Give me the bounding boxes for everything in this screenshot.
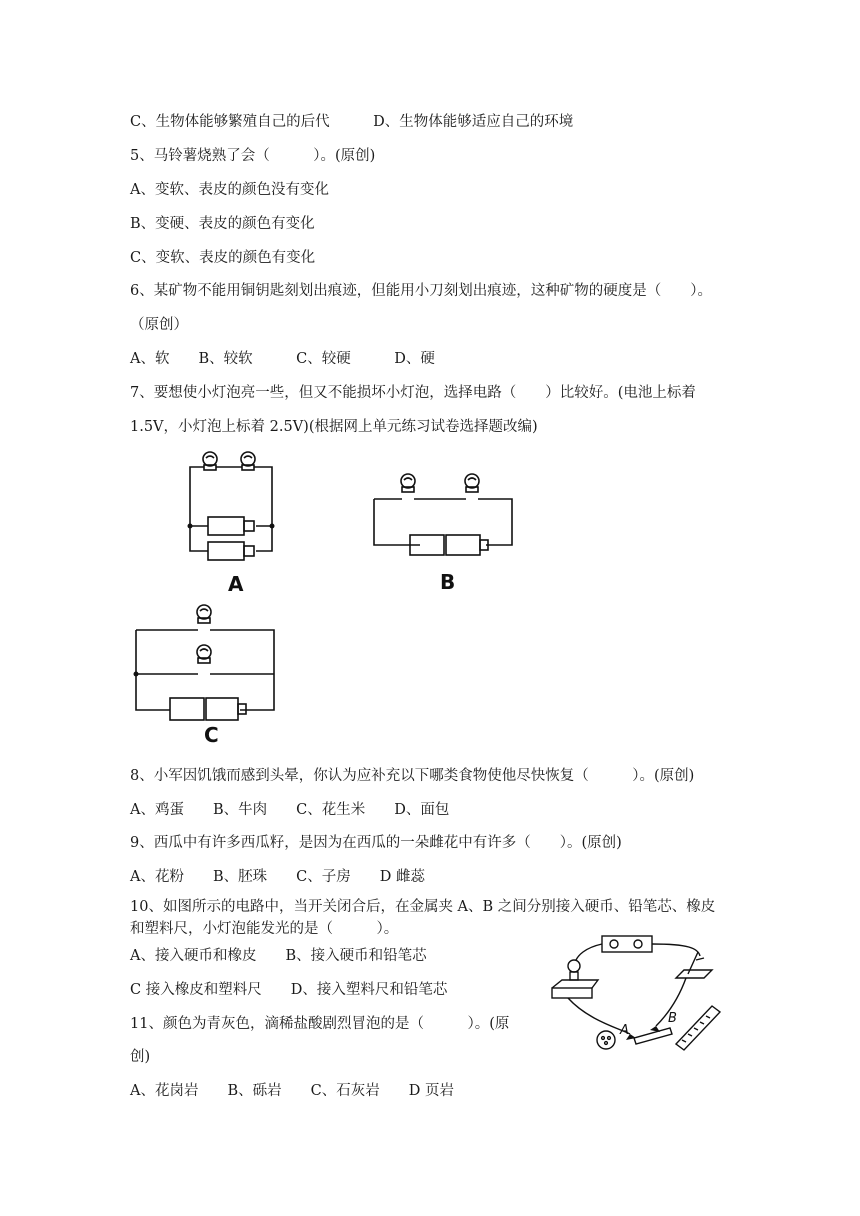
ruler-icon xyxy=(676,1006,720,1050)
q6-options: A、软 B、较软 C、较硬 D、硬 xyxy=(130,351,435,367)
question-5: 5、马铃薯烧熟了会（ ）。(原创) xyxy=(130,148,376,164)
q8-options: A、鸡蛋 B、牛肉 C、花生米 D、面包 xyxy=(130,802,450,818)
question-8: 8、小军因饥饿而感到头晕，你认为应补充以下哪类食物使他尽快恢复（ ）。(原创) xyxy=(130,768,695,784)
question-10: 10、如图所示的电路中，当开关闭合后，在金属夹 A、B 之间分别接入硬币、铅笔芯、橡皮 xyxy=(130,899,716,915)
bulb-icon xyxy=(568,960,580,972)
question-11-continued: 创) xyxy=(130,1049,151,1065)
question-9: 9、西瓜中有许多西瓜籽，是因为在西瓜的一朵雌花中有许多（ ）。(原创) xyxy=(130,835,622,851)
circuit-c-label: C xyxy=(204,723,219,747)
q5-option-b: B、变硬、表皮的颜色有变化 xyxy=(130,216,315,232)
bulb-icon xyxy=(203,452,217,466)
circuit-a-label: A xyxy=(228,572,244,595)
q10-circuit-illustration xyxy=(548,930,728,1060)
circuit-diagram-a xyxy=(160,445,300,595)
q10-options-ab: A、接入硬币和橡皮 B、接入硬币和铅笔芯 xyxy=(130,948,427,964)
bulb-icon xyxy=(197,605,211,619)
circuit-diagram-c xyxy=(128,600,298,748)
question-7: 7、要想使小灯泡亮一些，但又不能损坏小灯泡，选择电路（ ）比较好。(电池上标着 xyxy=(130,385,696,401)
q5-option-c: C、变软、表皮的颜色有变化 xyxy=(130,250,316,266)
question-11: 11、颜色为青灰色，滴稀盐酸剧烈冒泡的是（ ）。(原 xyxy=(130,1016,510,1032)
battery-icon xyxy=(208,517,244,535)
switch-icon xyxy=(676,970,712,978)
question-7-continued: 1.5V，小灯泡上标着 2.5V)(根据网上单元练习试卷选择题改编) xyxy=(130,419,538,435)
q5-option-a: A、变软、表皮的颜色没有变化 xyxy=(130,182,329,198)
q10-options-cd: C 接入橡皮和塑料尺 D、接入塑料尺和铅笔芯 xyxy=(130,982,448,998)
question-10-continued: 和塑料尺，小灯泡能发光的是（ ）。 xyxy=(130,921,399,937)
bulb-icon xyxy=(465,474,479,488)
clip-b-label: B xyxy=(668,1011,677,1026)
battery-icon xyxy=(206,698,238,720)
q11-options: A、花岗岩 B、砾岩 C、石灰岩 D 页岩 xyxy=(130,1083,454,1099)
bulb-icon xyxy=(197,645,211,659)
bulb-icon xyxy=(241,452,255,466)
battery-icon xyxy=(446,535,480,555)
battery-icon xyxy=(208,542,244,560)
clip-a-label: A xyxy=(620,1023,629,1038)
bulb-icon xyxy=(401,474,415,488)
battery-icon xyxy=(170,698,204,720)
question-6: 6、某矿物不能用铜钥匙刻划出痕迹，但能用小刀刻划出痕迹，这种矿物的硬度是（ ）。 xyxy=(130,283,712,299)
circuit-diagram-b xyxy=(368,465,528,595)
circuit-b-label: B xyxy=(440,570,456,594)
text-line-q4-option-cd: C、生物体能够繁殖自己的后代 D、生物体能够适应自己的环境 xyxy=(130,114,574,130)
q9-options: A、花粉 B、胚珠 C、子房 D 雌蕊 xyxy=(130,869,425,885)
coin-icon xyxy=(597,1031,615,1049)
question-6-continued: （原创） xyxy=(130,317,188,333)
